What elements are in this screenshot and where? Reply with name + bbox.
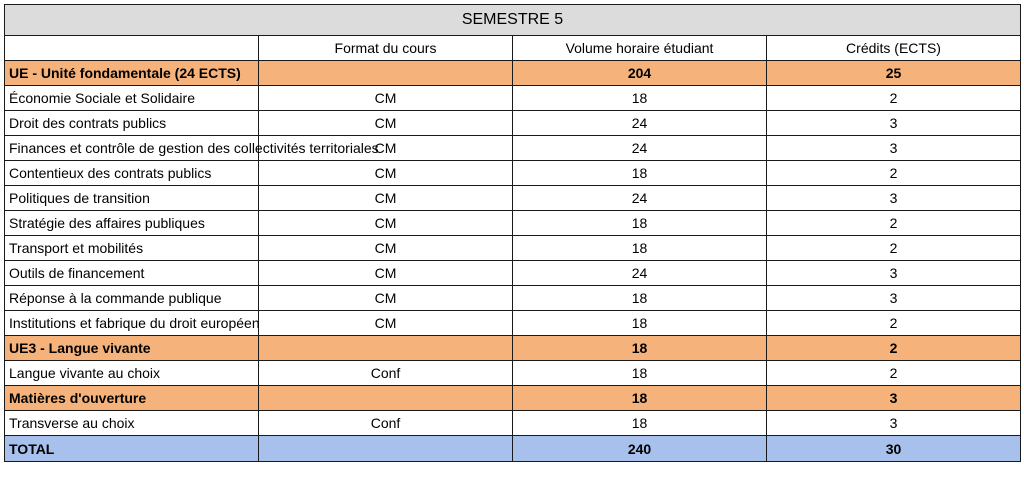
table-row — [5, 261, 1021, 286]
credits-cell: 30 — [767, 436, 1021, 462]
section-row — [5, 386, 1021, 411]
credits-cell: 3 — [767, 386, 1021, 411]
hours-cell: 18 — [513, 361, 767, 386]
header-credits: Crédits (ECTS) — [767, 36, 1021, 61]
hours-cell: 18 — [513, 86, 767, 111]
format-cell: CM — [259, 286, 513, 311]
format-cell — [259, 386, 513, 411]
course-name-cell: Matières d'ouverture — [5, 386, 259, 411]
hours-cell: 18 — [513, 161, 767, 186]
course-name-cell: Langue vivante au choix — [5, 361, 259, 386]
credits-cell: 2 — [767, 336, 1021, 361]
course-name-cell: Outils de financement — [5, 261, 259, 286]
format-cell: CM — [259, 311, 513, 336]
course-name-cell: Réponse à la commande publique — [5, 286, 259, 311]
course-name-cell: Finances et contrôle de gestion des collectivités territoriales — [5, 136, 259, 161]
course-name-cell: Économie Sociale et Solidaire — [5, 86, 259, 111]
table-row — [5, 136, 1021, 161]
header-hours: Volume horaire étudiant — [513, 36, 767, 61]
format-cell: CM — [259, 211, 513, 236]
credits-cell: 3 — [767, 136, 1021, 161]
credits-cell: 2 — [767, 236, 1021, 261]
hours-cell: 204 — [513, 61, 767, 86]
hours-cell: 24 — [513, 111, 767, 136]
course-name-cell: TOTAL — [5, 436, 259, 462]
hours-cell: 24 — [513, 186, 767, 211]
hours-cell: 18 — [513, 411, 767, 436]
header-format: Format du cours — [259, 36, 513, 61]
format-cell: CM — [259, 111, 513, 136]
format-cell — [259, 336, 513, 361]
format-cell — [259, 61, 513, 86]
format-cell: Conf — [259, 361, 513, 386]
table-row — [5, 361, 1021, 386]
table-row — [5, 186, 1021, 211]
header-row — [5, 36, 1021, 61]
format-cell: CM — [259, 261, 513, 286]
hours-cell: 240 — [513, 436, 767, 462]
credits-cell: 2 — [767, 86, 1021, 111]
credits-cell: 2 — [767, 311, 1021, 336]
credits-cell: 3 — [767, 286, 1021, 311]
hours-cell: 24 — [513, 261, 767, 286]
hours-cell: 18 — [513, 211, 767, 236]
course-name-cell: Politiques de transition — [5, 186, 259, 211]
table-row — [5, 236, 1021, 261]
table-row — [5, 161, 1021, 186]
hours-cell: 18 — [513, 311, 767, 336]
hours-cell: 18 — [513, 286, 767, 311]
course-name-cell: Transport et mobilités — [5, 236, 259, 261]
table-row — [5, 211, 1021, 236]
course-name-cell: Transverse au choix — [5, 411, 259, 436]
format-cell: CM — [259, 186, 513, 211]
table-row — [5, 111, 1021, 136]
course-name-cell: Droit des contrats publics — [5, 111, 259, 136]
credits-cell: 3 — [767, 411, 1021, 436]
hours-cell: 24 — [513, 136, 767, 161]
credits-cell: 3 — [767, 111, 1021, 136]
credits-cell: 2 — [767, 361, 1021, 386]
credits-cell: 3 — [767, 186, 1021, 211]
format-cell: CM — [259, 236, 513, 261]
semester-table — [4, 4, 1021, 462]
section-row — [5, 336, 1021, 361]
format-cell: CM — [259, 86, 513, 111]
credits-cell: 2 — [767, 161, 1021, 186]
credits-cell: 3 — [767, 261, 1021, 286]
table-row — [5, 286, 1021, 311]
table-row — [5, 311, 1021, 336]
table-row — [5, 86, 1021, 111]
semester-title: SEMESTRE 5 — [5, 5, 1021, 36]
title-row — [5, 5, 1021, 36]
course-name-cell: Stratégie des affaires publiques — [5, 211, 259, 236]
total-row — [5, 436, 1021, 462]
credits-cell: 25 — [767, 61, 1021, 86]
format-cell: CM — [259, 161, 513, 186]
format-cell — [259, 436, 513, 462]
section-row — [5, 61, 1021, 86]
header-course — [5, 36, 259, 61]
hours-cell: 18 — [513, 386, 767, 411]
hours-cell: 18 — [513, 236, 767, 261]
course-name-cell: Institutions et fabrique du droit européen — [5, 311, 259, 336]
format-cell: CM — [259, 136, 513, 161]
credits-cell: 2 — [767, 211, 1021, 236]
course-name-cell: UE - Unité fondamentale (24 ECTS) — [5, 61, 259, 86]
table-row — [5, 411, 1021, 436]
course-name-cell: Contentieux des contrats publics — [5, 161, 259, 186]
course-name-cell: UE3 - Langue vivante — [5, 336, 259, 361]
format-cell: Conf — [259, 411, 513, 436]
hours-cell: 18 — [513, 336, 767, 361]
